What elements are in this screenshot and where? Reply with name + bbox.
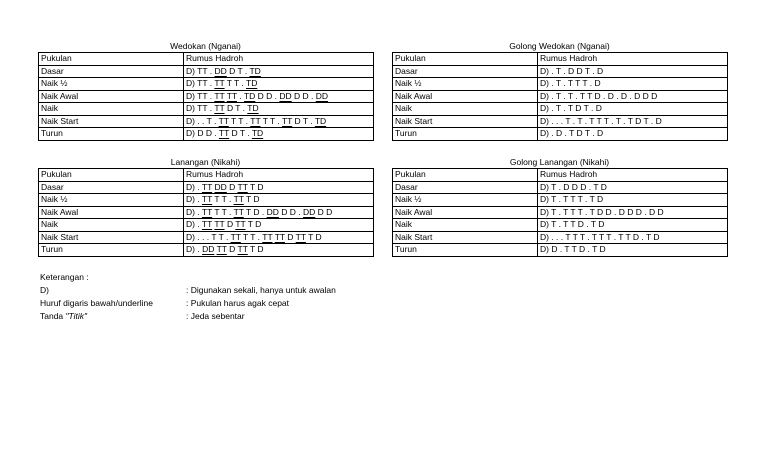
beat-text: D) TT . [186,90,215,101]
table-row [393,115,728,128]
table-title: Wedokan (Nganai) [170,41,241,51]
note-key [40,310,87,323]
underlined-beat: TD [314,115,327,126]
rumus-cell [184,206,374,219]
table-title: Golong Wedokan (Nganai) [509,41,610,51]
rumus-cell [538,194,728,207]
pukulan-cell: Naik Start [39,115,184,128]
table-row [393,90,728,103]
keterangan-heading: Keterangan : [40,272,89,282]
beat-text: D) . . . T . T . T T T . T . T D T . D [540,115,662,126]
underlined-beat: TT [201,181,213,192]
rumus-table [38,168,374,257]
table-row [39,78,374,91]
keterangan-section [40,271,336,323]
beat-text: T D [247,244,264,255]
beat-text: D) . [186,181,202,192]
table-row [393,78,728,91]
table-row [39,244,374,257]
beat-text: D) . [186,219,202,230]
underlined-beat: TT [295,231,306,242]
note-row [40,297,290,310]
rumus-cell [538,65,728,78]
rumus-cell [184,103,374,116]
rumus-cell [538,219,728,232]
rumus-cell [538,128,728,141]
header-pukulan: Pukulan [393,53,538,66]
header-pukulan: Pukulan [393,169,538,182]
table-row [39,219,374,232]
note-key-prefix: Tanda [40,311,66,321]
beat-text: T T . [212,194,234,205]
underlined-beat: DD [202,244,215,255]
beat-text: D D . [278,206,304,217]
beat-text: T D [247,181,264,192]
table-header-row [39,53,374,66]
pukulan-cell: Naik ½ [39,194,184,207]
header-rumus-hadroh: Rumus Hadroh [184,169,374,182]
pukulan-cell: Naik [39,219,184,232]
note-value: : Digunakan sekali, hanya untuk awalan [186,285,336,295]
rumus-cell [184,194,374,207]
beat-text: D) . . . T T . [186,231,231,242]
beat-text: D) . [186,194,202,205]
table-block-wedokan [38,40,374,141]
rumus-table [392,168,728,257]
note-key: Huruf digaris bawah/underline [40,298,153,308]
underlined-beat: TT [235,219,246,230]
underlined-beat: TT [216,244,227,255]
pukulan-cell: Dasar [393,181,538,194]
header-pukulan: Pukulan [39,169,184,182]
beat-text: . [237,90,244,101]
rumus-cell [184,115,374,128]
beat-text: D [226,181,238,192]
rumus-table [38,52,374,141]
table-header-row [39,169,374,182]
beat-text: D) . T . T . T T D . D . D . D D D [540,90,658,101]
pukulan-cell: Naik ½ [393,78,538,91]
underlined-beat: TT [201,194,213,205]
pukulan-cell: Dasar [39,65,184,78]
rumus-cell [538,103,728,116]
beat-text: D) TT . [186,78,215,89]
underlined-beat: TT [274,231,285,242]
table-title: Golong Lanangan (Nikahi) [509,157,610,167]
underlined-beat: TT [233,206,244,217]
rumus-cell [184,128,374,141]
pukulan-cell: Naik Awal [39,90,184,103]
pukulan-cell: Naik [393,103,538,116]
header-pukulan: Pukulan [39,53,184,66]
table-row [393,244,728,257]
note-row [40,284,336,297]
table-row [393,194,728,207]
beat-text: D T . [292,115,315,126]
table-row [393,128,728,141]
table-title: Lanangan (Nikahi) [170,157,241,167]
beat-text: D) T . T T D . T D [540,219,605,230]
table-block-golong-wedokan [392,40,728,141]
beat-text: T D [305,231,322,242]
underlined-beat: TT [218,128,230,139]
beat-text: D) . T . T D T . D [540,103,602,114]
underlined-beat: TT [218,115,229,126]
beat-text: D) . . T . [186,115,219,126]
header-rumus-hadroh: Rumus Hadroh [184,53,374,66]
underlined-beat: TD [251,128,264,139]
underlined-beat: TT [201,206,213,217]
beat-text: T T . [260,115,282,126]
underlined-beat: TT [214,103,225,114]
beat-text: D) . D . T D T . D [540,128,604,139]
beat-text: D) TT . [186,65,215,76]
rumus-table [392,52,728,141]
table-row [393,219,728,232]
table-row [39,115,374,128]
underlined-beat: TT [226,90,238,101]
underlined-beat: TT [250,115,261,126]
beat-text: T D [245,219,262,230]
underlined-beat: TT [214,90,225,101]
beat-text: D) T . D D D . T D [540,181,607,192]
underlined-beat: DD [303,206,316,217]
table-header-row [393,53,728,66]
beat-text: D T . [224,103,248,114]
table-row [39,103,374,116]
note-key: D) [40,285,49,295]
rumus-cell [538,115,728,128]
pukulan-cell: Turun [393,244,538,257]
beat-text: D) T . T T T . T D [540,194,604,205]
underlined-beat: TT [201,219,213,230]
pukulan-cell: Dasar [393,65,538,78]
rumus-cell [184,78,374,91]
beat-text: D) D . T T D . T D [540,244,606,255]
table-row [393,231,728,244]
header-rumus-hadroh: Rumus Hadroh [538,53,728,66]
table-row [39,90,374,103]
pukulan-cell: Turun [39,128,184,141]
table-block-golong-lanangan [392,156,728,257]
beat-text: D) . T . D D T . D [540,65,604,76]
header-rumus-hadroh: Rumus Hadroh [538,169,728,182]
beat-text: D) . [186,244,203,255]
underlined-beat: DD [279,90,292,101]
underlined-beat: TT [214,219,225,230]
beat-text: T T . [212,206,234,217]
pukulan-cell: Turun [393,128,538,141]
beat-text: T T . [240,231,263,242]
table-row [39,181,374,194]
beat-text: D) TT . [186,103,215,114]
rumus-cell [184,231,374,244]
pukulan-cell: Naik Start [393,115,538,128]
underlined-beat: TD [247,103,259,114]
table-row [39,194,374,207]
beat-text: T T . [224,78,247,89]
rumus-cell [538,90,728,103]
underlined-beat: TD [249,65,261,76]
pukulan-cell: Naik Awal [393,206,538,219]
pukulan-cell: Naik Awal [393,90,538,103]
beat-text: D) . T . T T T . D [540,78,601,89]
underlined-beat: TT [230,231,241,242]
table-row [39,128,374,141]
pukulan-cell: Naik ½ [39,78,184,91]
beat-text: D) . [186,206,202,217]
pukulan-cell: Naik Start [39,231,184,244]
rumus-cell [184,244,374,257]
underlined-beat: DD [214,181,227,192]
underlined-beat: TT [281,115,293,126]
table-row [39,206,374,219]
table-block-lanangan [38,156,374,257]
underlined-beat: TD [246,78,258,89]
pukulan-cell: Naik [39,103,184,116]
note-row [40,310,245,323]
underlined-beat: TT [214,78,225,89]
beat-text: D D . [255,90,280,101]
beat-text: D T . [226,65,250,76]
rumus-cell [538,244,728,257]
beat-text: D) . . . T T T . T T T . T T D . T D [540,231,660,242]
pukulan-cell: Turun [39,244,184,257]
beat-text: D) T . T T T . T D D . D D D . D D [540,206,664,217]
pukulan-cell: Naik [393,219,538,232]
underlined-beat: DD [315,90,329,101]
table-row [39,65,374,78]
rumus-cell [184,181,374,194]
rumus-cell [184,90,374,103]
underlined-beat: TT [237,244,248,255]
pukulan-cell: Naik Start [393,231,538,244]
beat-text: T T . [228,115,251,126]
rumus-cell [538,231,728,244]
note-value: : Jeda sebentar [186,311,245,321]
beat-text: D) D D . [186,128,219,139]
rumus-cell [538,206,728,219]
underlined-beat: DD [214,65,227,76]
pukulan-cell: Naik Awal [39,206,184,219]
beat-text: D D [315,206,333,217]
underlined-beat: TD [243,90,256,101]
beat-text: D [226,244,238,255]
table-row [393,65,728,78]
rumus-cell [184,219,374,232]
rumus-cell [184,65,374,78]
beat-text: T D [243,194,260,205]
beat-text: D [224,219,236,230]
table-row [393,103,728,116]
rumus-cell [538,181,728,194]
underlined-beat: TT [233,194,244,205]
beat-text: D D . [291,90,316,101]
table-row [393,181,728,194]
underlined-beat: TT [262,231,273,242]
beat-text: T D . [243,206,267,217]
beat-text: D [284,231,296,242]
beat-text: D T . [229,128,252,139]
table-row [39,231,374,244]
note-value: : Pukulan harus agak cepat [186,298,290,308]
note-key-italic: "Titik" [65,311,88,321]
rumus-cell [538,78,728,91]
underlined-beat: TT [237,181,248,192]
underlined-beat: DD [266,206,279,217]
pukulan-cell: Dasar [39,181,184,194]
table-row [393,206,728,219]
table-header-row [393,169,728,182]
pukulan-cell: Naik ½ [393,194,538,207]
